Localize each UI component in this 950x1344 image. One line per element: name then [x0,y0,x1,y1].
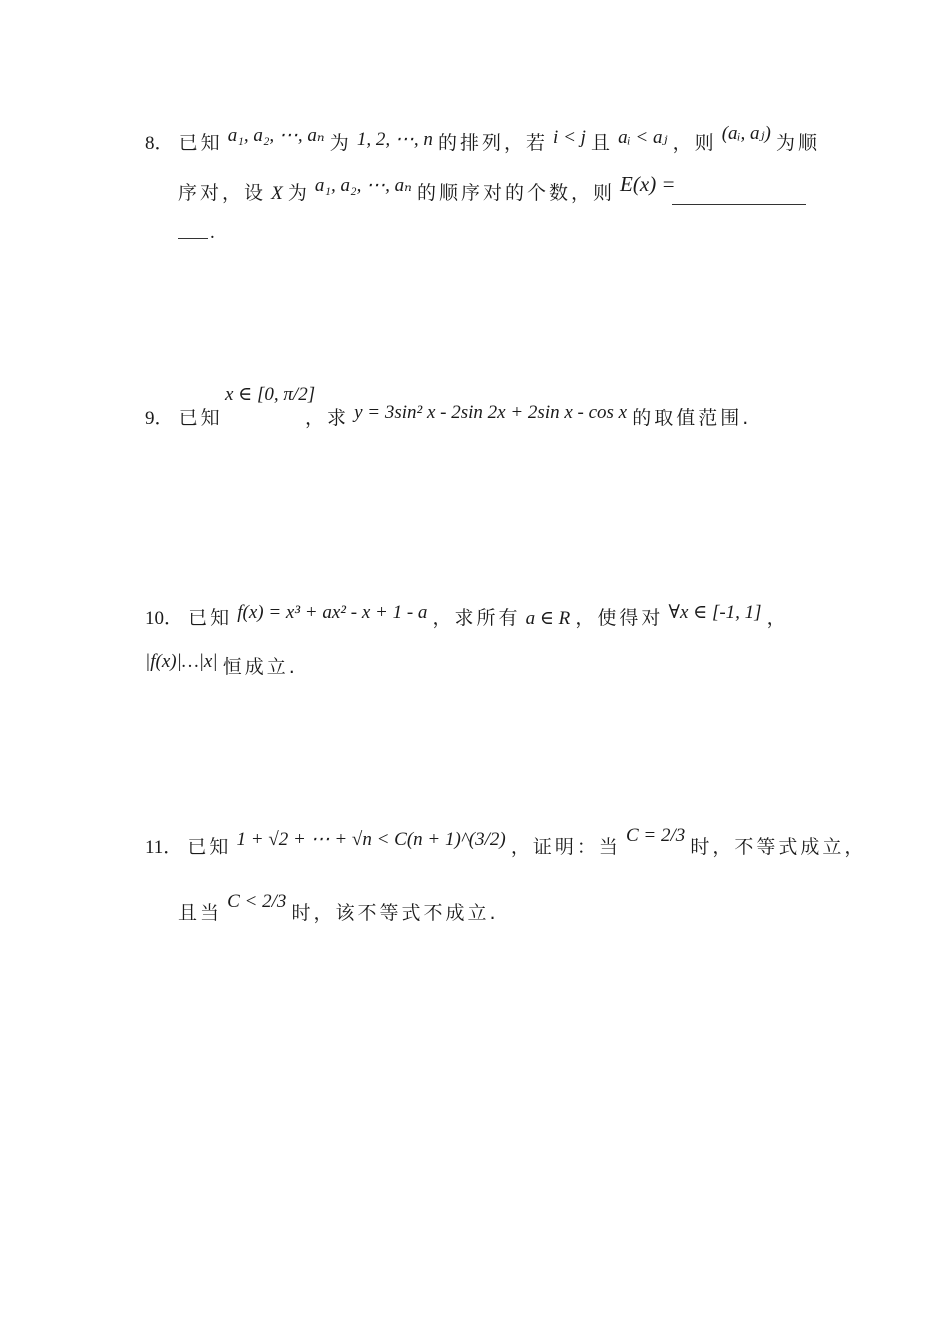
constant-equality: C = 2/3 [625,825,686,846]
problem-text: 且当 [178,902,223,924]
period: . [210,222,215,243]
problem-text: 恒成立. [222,656,298,678]
problem-text: ， [766,607,789,629]
answer-blank-continued [178,238,208,239]
problem-text: 的排列，若 [437,132,548,154]
problem-11-line-2 [178,891,499,925]
index-condition: i < j [553,127,586,148]
problem-text: 为 [287,182,310,204]
answer-blank [672,204,806,205]
expectation-formula: E(x) = [620,172,676,196]
permutation-formula: 1, 2, ⋯, n [356,129,433,150]
inequality-formula: 1 + √2 + ⋯ + √n < C(n + 1)^(3/2) [236,829,506,850]
problem-text: ，求所有 [432,607,521,629]
function-formula: y = 3sin² x - 2sin 2x + 2sin x - cos x [354,402,628,423]
sequence-formula: a₁, a₂, ⋯, aₙ [227,125,325,146]
problem-text: ，证明：当 [510,836,621,858]
problem-number: 8． [145,133,174,154]
constant-inequality: C < 2/3 [227,891,287,912]
ordered-pair: (aᵢ, aⱼ) [721,123,771,144]
problem-9-line-1b [305,403,751,430]
problem-text: 已知 [178,132,223,154]
forall-interval: ∀x ∈ [-1, 1] [668,602,762,623]
problem-10-line-1 [145,603,789,630]
problem-text: 且 [591,132,614,154]
domain-formula: x ∈ [0, π/2] [225,384,316,405]
problem-10-line-2 [145,652,298,679]
problem-text: 已知 [178,407,223,429]
problem-text: 序对，设 [178,182,267,204]
problem-text: 时，该不等式不成立. [291,902,499,924]
function-formula: f(x) = x³ + ax² - x + 1 - a [237,602,428,623]
problem-11-line-1 [145,825,867,859]
problem-text: 为顺 [775,132,820,154]
sequence-formula: a₁, a₂, ⋯, aₙ [314,175,412,196]
problem-text: 的顺序对的个数，则 [416,182,615,204]
problem-8-line-1 [145,123,820,155]
problem-text: 的取值范围. [632,407,752,429]
inequality-formula: |f(x)|…|x| [145,651,218,672]
variable-X: X [271,183,283,204]
problem-text: 已知 [188,607,233,629]
value-condition: aᵢ < aⱼ [618,127,668,148]
problem-text: 时，不等式成立， [690,836,867,858]
problem-text: 已知 [187,836,232,858]
parameter-domain: a ∈ R [525,608,571,629]
problem-text: ，求 [305,407,350,429]
problem-8-line-2 [178,172,676,205]
problem-text: ，则 [672,132,717,154]
problem-number: 9． [145,408,174,429]
problem-text: ，使得对 [575,607,664,629]
problem-text: 为 [329,132,352,154]
problem-number: 10． [145,608,184,629]
problem-number: 11． [145,837,183,858]
problem-9-line-1 [145,403,223,430]
